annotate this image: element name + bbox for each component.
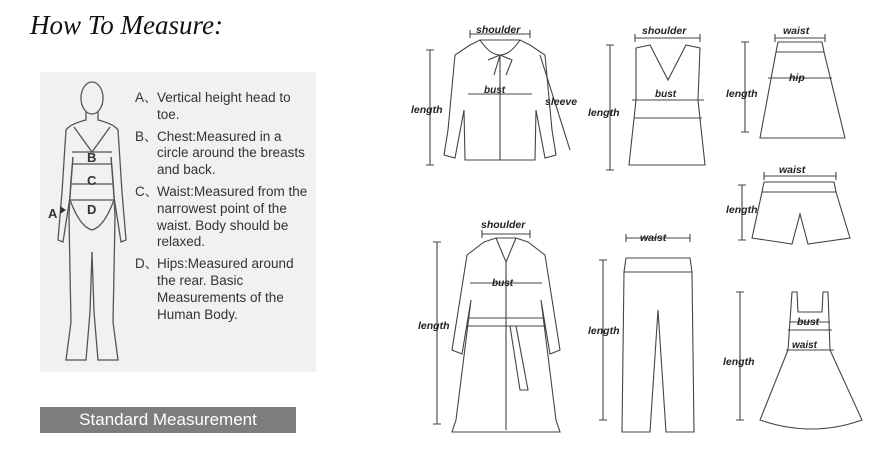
pants-length-label: length bbox=[588, 325, 620, 337]
page-title: How To Measure: bbox=[30, 10, 224, 40]
body-label-a: A bbox=[48, 206, 58, 221]
definition-key: B、 bbox=[135, 128, 158, 144]
shorts-length-label: length bbox=[726, 204, 758, 216]
definition-text: Vertical height head to toe. bbox=[157, 90, 291, 122]
skirt-waist-label: waist bbox=[783, 25, 810, 37]
coat-shoulder-label: shoulder bbox=[481, 219, 526, 231]
body-label-b: B bbox=[87, 150, 97, 165]
shorts-waist-label: waist bbox=[779, 164, 806, 176]
skirt-hip-label: hip bbox=[789, 72, 805, 84]
body-label-d: D bbox=[87, 202, 97, 217]
tank-length-label: length bbox=[588, 107, 620, 119]
coat-length-label: length bbox=[418, 320, 450, 332]
dress-illustration bbox=[736, 292, 862, 429]
shirt-bust-label: bust bbox=[484, 85, 506, 96]
shirt-length-label: length bbox=[411, 104, 443, 116]
definition-text: Chest:Measured in a circle around the breasts and back. bbox=[157, 128, 305, 178]
definition-key: C、 bbox=[135, 183, 159, 199]
coat-bust-label: bust bbox=[492, 278, 514, 289]
definition-text: Waist:Measured from the narrowest point of the waist. Body should be relaxed. bbox=[157, 183, 308, 250]
skirt-illustration bbox=[741, 34, 845, 138]
definition-text: Hips:Measured around the rear. Basic Measurements of the Human Body. bbox=[157, 256, 294, 322]
dress-bust-label: bust bbox=[797, 316, 820, 328]
shirt-sleeve-label: sleeve bbox=[545, 96, 578, 108]
body-label-c: C bbox=[87, 173, 97, 188]
standard-measurement-badge: Standard Measurement bbox=[40, 407, 296, 433]
shirt-shoulder-label: shoulder bbox=[476, 24, 521, 36]
dress-length-label: length bbox=[723, 356, 755, 368]
tank-illustration bbox=[606, 34, 705, 170]
definition-key: D、 bbox=[135, 256, 159, 272]
definition-key: A、 bbox=[135, 90, 158, 105]
skirt-length-label: length bbox=[726, 88, 758, 100]
tank-shoulder-label: shoulder bbox=[642, 25, 687, 37]
tank-bust-label: bust bbox=[655, 89, 677, 100]
dress-waist-label: waist bbox=[792, 340, 818, 351]
pants-waist-label: waist bbox=[640, 232, 667, 244]
coat-illustration bbox=[433, 230, 560, 432]
